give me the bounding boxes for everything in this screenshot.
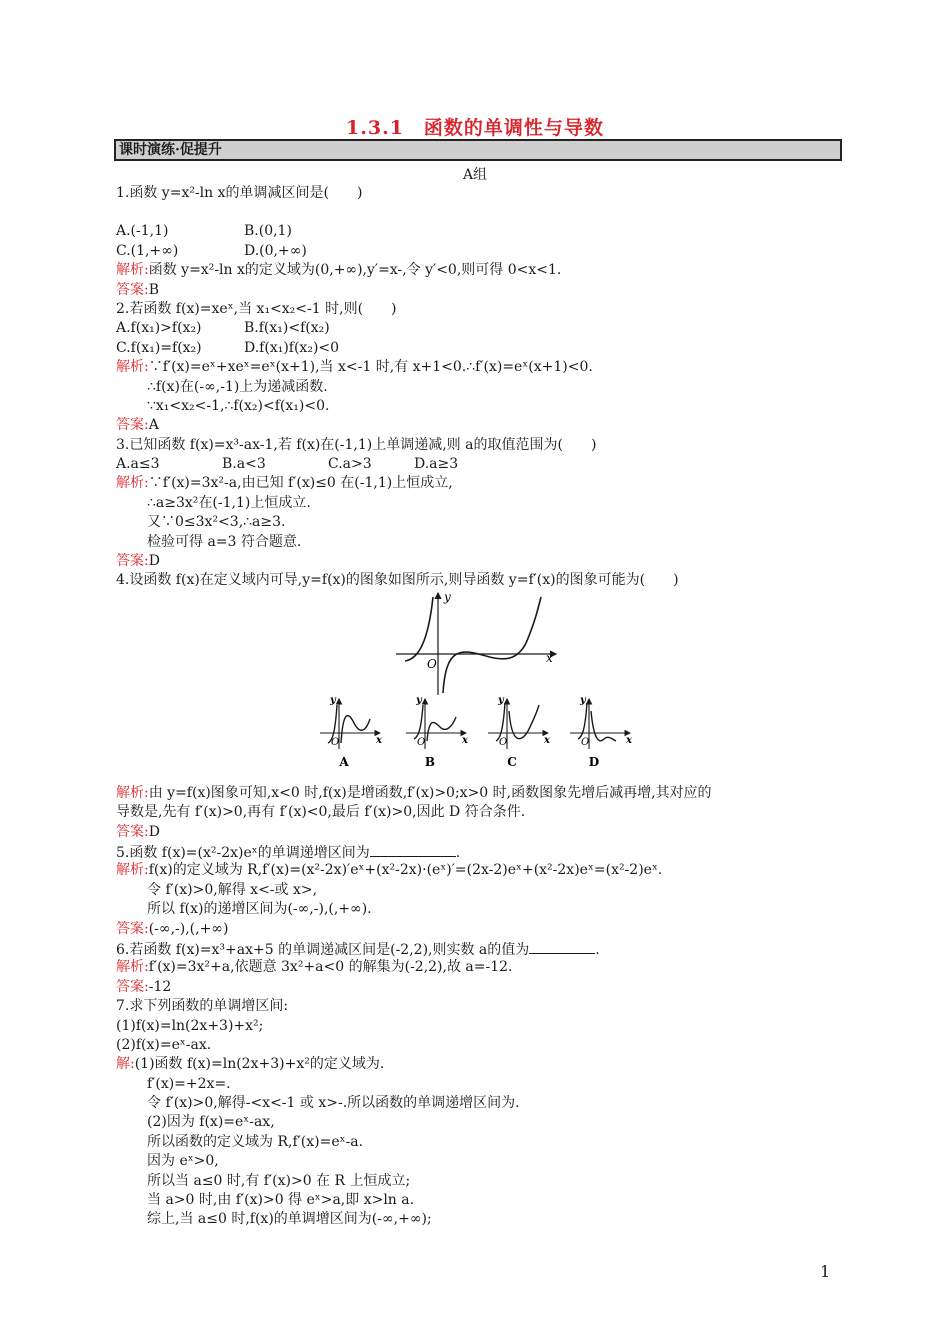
answer-tag: 答案: <box>116 281 149 298</box>
option-d: D.f(x₁)f(x₂)<0 <box>244 339 340 356</box>
question-5-stem: 5.函数 f(x)=(x²-2x)eˣ的单调递增区间为 . <box>116 842 836 861</box>
analysis-text: 函数 y=x²-ln x的定义域为(0,+∞),y′=x-,令 y′<0,则可得 0<x<1. <box>148 262 562 279</box>
analysis-text: ∵f′(x)=3x²-a,由已知 f′(x)≤0 在(-1,1)上恒成立, <box>148 475 453 492</box>
analysis-tag: 解析: <box>116 262 149 279</box>
svg-text:O: O <box>581 736 590 748</box>
axis-label-x: x <box>546 650 553 665</box>
svg-text:C: C <box>507 754 517 769</box>
analysis-text: f(x)的定义域为 R,f′(x)=(x²-2x)′eˣ+(x²-2x)·(eˣ)′=(2x-2)eˣ+(x²-2x)eˣ=(x²-2)eˣ. <box>148 862 663 879</box>
question-6-stem: 6.若函数 f(x)=x³+ax+5 的单调递减区间是(-2,2),则实数 a的值为 . <box>116 939 836 958</box>
svg-text:x: x <box>626 734 632 746</box>
option-c: C.f(x₁)=f(x₂) <box>116 339 202 356</box>
question-4-figure <box>116 591 836 784</box>
analysis-tag: 解析: <box>116 862 149 879</box>
option-a: A.f(x₁)>f(x₂) <box>116 320 202 337</box>
svg-text:x: x <box>544 734 550 746</box>
function-graph-figure <box>116 591 836 784</box>
question-3-answer <box>116 552 836 571</box>
svg-text:O: O <box>331 736 340 748</box>
question-6-answer <box>116 978 836 997</box>
svg-text:x: x <box>462 734 468 746</box>
analysis-line: 检验可得 a=3 符合题意. <box>147 533 302 550</box>
option-c: C.a>3 <box>328 456 372 473</box>
question-4-answer <box>116 823 836 842</box>
answer-tag: 答案: <box>116 417 149 434</box>
question-7-solution <box>116 1055 836 1074</box>
svg-text:x: x <box>376 734 382 746</box>
option-b: B.f(x₁)<f(x₂) <box>244 320 330 337</box>
analysis-text: 由 y=f(x)图象可知,x<0 时,f(x)是增函数,f′(x)>0;x>0 时,函数图象先增后减再增,其对应的 <box>148 784 712 801</box>
svg-text:O: O <box>499 736 508 748</box>
question-1-analysis <box>116 261 836 280</box>
section-header: 课时演练·促提升 <box>114 139 842 161</box>
option-a: A.a≤3 <box>116 456 160 473</box>
question-1-options-row2 <box>116 242 836 261</box>
main-function-graph <box>396 590 556 695</box>
svg-text:B: B <box>424 754 436 769</box>
solution-text: (1)函数 f(x)=ln(2x+3)+x²的定义域为. <box>134 1056 385 1073</box>
analysis-line: 令 f′(x)>0,解得 x<-或 x>, <box>147 881 318 898</box>
svg-text:O: O <box>417 736 426 748</box>
analysis-line: ∴a≥3x²在(-1,1)上恒成立. <box>147 494 311 511</box>
question-4-analysis <box>116 784 836 803</box>
answer-text: A <box>148 417 159 434</box>
analysis-line: ∵x₁<x₂<-1,∴f(x₂)<f(x₁)<0. <box>147 397 330 414</box>
choice-graphs <box>320 695 633 769</box>
analysis-text: f′(x)=3x²+a,依题意 3x²+a<0 的解集为(-2,2),故 a=-12. <box>148 959 513 976</box>
solution-line: 综上,当 a≤0 时,f(x)的单调增区间为(-∞,+∞); <box>147 1211 432 1228</box>
analysis-line: ∴f(x)在(-∞,-1)上为递减函数. <box>147 378 328 395</box>
question-2-options-row1 <box>116 319 836 338</box>
solution-line: 当 a>0 时,由 f′(x)>0 得 eˣ>a,即 x>ln a. <box>147 1192 415 1209</box>
question-2-analysis <box>116 358 836 377</box>
question-7-stem: 7.求下列函数的单调增区间: <box>116 998 289 1015</box>
analysis-line: 导数是,先有 f′(x)>0,再有 f′(x)<0,最后 f′(x)>0,因此 D 符合条件. <box>116 804 526 821</box>
choice-graph-b <box>406 695 469 769</box>
answer-text: -12 <box>148 978 172 995</box>
answer-text: (-∞,-),(,+∞) <box>148 920 229 937</box>
axis-label-y: y <box>444 590 451 604</box>
question-4-stem: 4.设函数 f(x)在定义域内可导,y=f(x)的图象如图所示,则导函数 y=f′(x)的图象可能为( ) <box>116 572 679 589</box>
question-6-analysis <box>116 958 836 977</box>
question-5-answer <box>116 920 836 939</box>
question-2-options-row2 <box>116 339 836 358</box>
answer-text: D <box>148 823 160 840</box>
svg-text:y: y <box>580 694 586 706</box>
choice-graph-a <box>320 695 383 769</box>
solution-line: (2)因为 f(x)=eˣ-ax, <box>147 1114 275 1131</box>
stem-text: 5.函数 f(x)=(x²-2x)eˣ的单调递增区间为 <box>116 844 370 861</box>
solution-tag: 解: <box>116 1056 135 1073</box>
analysis-line: 又∵0≤3x²<3,∴a≥3. <box>147 514 286 531</box>
question-1-options-row1 <box>116 222 836 241</box>
answer-tag: 答案: <box>116 553 149 570</box>
analysis-tag: 解析: <box>116 359 149 376</box>
svg-text:A: A <box>339 754 349 769</box>
svg-text:y: y <box>330 694 336 706</box>
question-3-stem: 3.已知函数 f(x)=x³-ax-1,若 f(x)在(-1,1)上单调递减,则 a的取值范围为( ) <box>116 436 597 453</box>
question-7-part-2: (2)f(x)=eˣ-ax. <box>116 1036 212 1053</box>
analysis-tag: 解析: <box>116 959 149 976</box>
exercise-content <box>116 184 836 1230</box>
question-2-answer <box>116 416 836 435</box>
answer-text: D <box>148 553 160 570</box>
svg-text:y: y <box>416 694 422 706</box>
solution-line: 所以当 a≤0 时,有 f′(x)>0 在 R 上恒成立; <box>147 1172 411 1189</box>
group-heading: A组 <box>462 167 488 183</box>
solution-line: 令 f′(x)>0,解得-<x<-1 或 x>-.所以函数的单调递增区间为. <box>147 1095 520 1112</box>
question-1-answer <box>116 281 836 300</box>
svg-text:y: y <box>498 694 504 706</box>
question-5-analysis <box>116 861 836 880</box>
answer-tag: 答案: <box>116 978 149 995</box>
solution-line: 所以函数的定义域为 R,f′(x)=eˣ-a. <box>147 1133 364 1150</box>
answer-blank <box>370 842 456 857</box>
analysis-tag: 解析: <box>116 475 149 492</box>
analysis-text: ∵f′(x)=eˣ+xeˣ=eˣ(x+1),当 x<-1 时,有 x+1<0.∴f′(x)=eˣ(x+1)<0. <box>148 359 593 376</box>
answer-tag: 答案: <box>116 823 149 840</box>
option-a: A.(-1,1) <box>116 223 169 240</box>
option-d: D.(0,+∞) <box>244 242 307 259</box>
answer-text: B <box>148 281 160 298</box>
option-b: B.a<3 <box>222 456 266 473</box>
option-c: C.(1,+∞) <box>116 242 179 259</box>
svg-text:D: D <box>588 754 600 769</box>
option-b: B.(0,1) <box>244 223 292 240</box>
page-number: 1 <box>820 1262 831 1281</box>
analysis-tag: 解析: <box>116 784 149 801</box>
choice-graph-d <box>570 695 633 769</box>
answer-tag: 答案: <box>116 920 149 937</box>
question-3-analysis <box>116 474 836 493</box>
stem-text: 6.若函数 f(x)=x³+ax+5 的单调递减区间是(-2,2),则实数 a的值为 <box>116 941 530 958</box>
option-d: D.a≥3 <box>414 456 459 473</box>
answer-blank <box>529 939 595 954</box>
page-title: 1.3.1 函数的单调性与导数 <box>346 117 604 139</box>
question-3-options <box>116 455 836 474</box>
question-2-stem: 2.若函数 f(x)=xeˣ,当 x₁<x₂<-1 时,则( ) <box>116 300 397 317</box>
solution-line: 因为 eˣ>0, <box>147 1153 219 1170</box>
choice-graph-c <box>488 695 551 769</box>
solution-line: f′(x)=+2x=. <box>147 1075 231 1092</box>
analysis-line: 所以 f(x)的递增区间为(-∞,-),(,+∞). <box>147 901 372 918</box>
question-1-stem: 1.函数 y=x²-ln x的单调减区间是( ) <box>116 185 363 201</box>
origin-label: O <box>427 656 437 671</box>
question-7-part-1: (1)f(x)=ln(2x+3)+x²; <box>116 1017 264 1034</box>
